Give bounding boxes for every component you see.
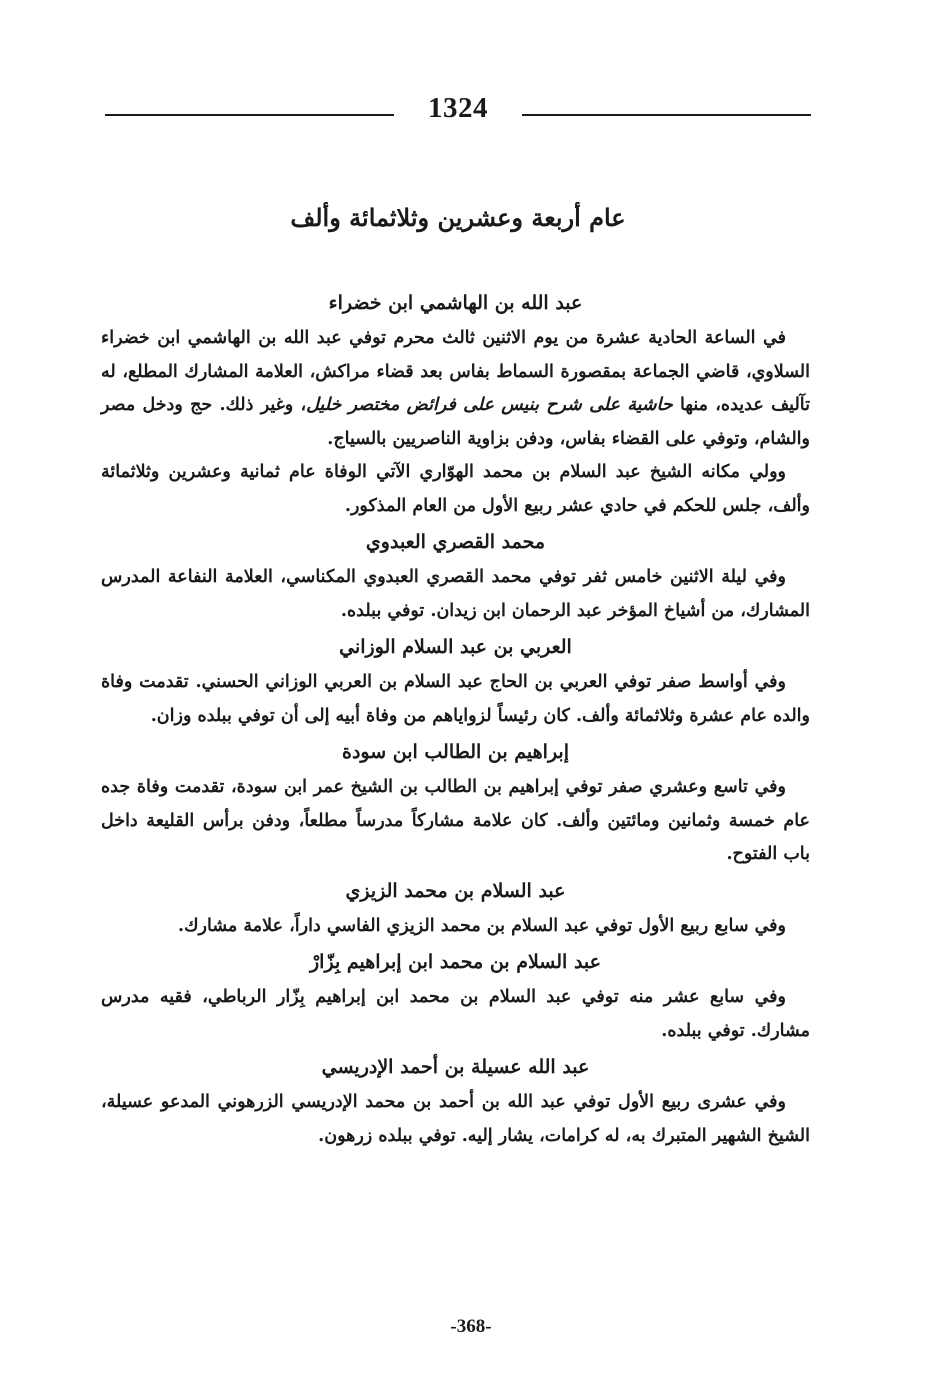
entry-heading: عبد السلام بن محمد الزيزي bbox=[345, 879, 566, 902]
entry-heading: عبد الله عسيلة بن أحمد الإدريسي bbox=[321, 1056, 590, 1078]
header-rule-left bbox=[105, 114, 394, 116]
page-header bbox=[105, 88, 811, 128]
header-year: 1324 bbox=[428, 91, 488, 124]
entry-heading: محمد القصري العبدوي bbox=[365, 531, 546, 553]
entry-body: وفي عشرى ربيع الأول توفي عبد الله بن أحمد بن محمد الإدريسي الزرهوني المدعو عسيلة، الشيخ الشهير المتبرك به، له كرامات، يشار إليه. توفي ببلده زرهون. bbox=[101, 1092, 810, 1146]
entry-heading: عبد السلام بن محمد ابن إبراهيم بِزّارْ bbox=[310, 951, 601, 973]
entry-body-text: في الساعة الحادية عشرة من يوم الاثنين ثالث محرم توفي عبد الله بن الهاشمي ابن خضراء السلاوي، قاضي الجماعة بمقصورة السماط بفاس بعد قضاء مراكش، العلامة المشارك المطلع، له تآليف عديده، منها bbox=[101, 328, 810, 415]
entry-body: وولي مكانه الشيخ عبد السلام بن محمد الهوّاري الآتي الوفاة عام ثمانية وعشرين وثلاثمائة وألف، جلس للحكم في حادي عشر ربيع الأول من العام المذكور. bbox=[101, 462, 810, 516]
entry-heading: عبد الله بن الهاشمي ابن خضراء bbox=[328, 292, 583, 314]
entry-heading: العربي بن عبد السلام الوزاني bbox=[339, 636, 572, 658]
entry-body bbox=[101, 322, 810, 456]
section-title: عام أربعة وعشرين وثلاثمائة وألف bbox=[290, 203, 626, 232]
page-content bbox=[101, 284, 810, 1153]
entry-body: وفي سابع عشر منه توفي عبد السلام بن محمد ابن إبراهيم بِزّار الرباطي، فقيه مدرس مشارك. توفي ببلده. bbox=[101, 987, 810, 1041]
entry-body: وفي ليلة الاثنين خامس ثفر توفي محمد القصري العبدوي المكناسي، العلامة النفاعة المدرس المشارك، من أشياخ المؤخر عبد الرحمان ابن زيدان. توفي ببلده. bbox=[101, 567, 810, 621]
entry-heading: إبراهيم بن الطالب ابن سودة bbox=[341, 741, 569, 763]
entry-body: وفي تاسع وعشري صفر توفي إبراهيم بن الطالب بن الشيخ عمر ابن سودة، تقدمت وفاة جده عام خمسة وثمانين ومائتين وألف. كان علامة مشاركاً مدرساً مطلعاً، ودفن برأس القليعة داخل باب الفتوح. bbox=[101, 777, 810, 864]
book-title: حاشية على شرح بنيس على فرائض مختصر خليل bbox=[306, 395, 673, 415]
entry-body: وفي سابع ربيع الأول توفي عبد السلام بن محمد الزيزي الفاسي داراً، علامة مشارك. bbox=[178, 915, 786, 936]
entry-body-text: ، وغير ذلك. حج ودخل مصر والشام، وتوفي على القضاء بفاس، ودفن بزاوية الناصريين بالسياج. bbox=[101, 395, 810, 449]
page-number: -368- bbox=[450, 1316, 492, 1337]
entry-body: وفي أواسط صفر توفي العربي بن الحاج عبد السلام بن العربي الوزاني الحسني. تقدمت وفاة والده عام عشرة وثلاثمائة وألف. كان رئيساً لزواياهم من وفاة أبيه إلى أن توفي ببلده وزان. bbox=[101, 672, 810, 726]
header-rule-right bbox=[522, 114, 811, 116]
